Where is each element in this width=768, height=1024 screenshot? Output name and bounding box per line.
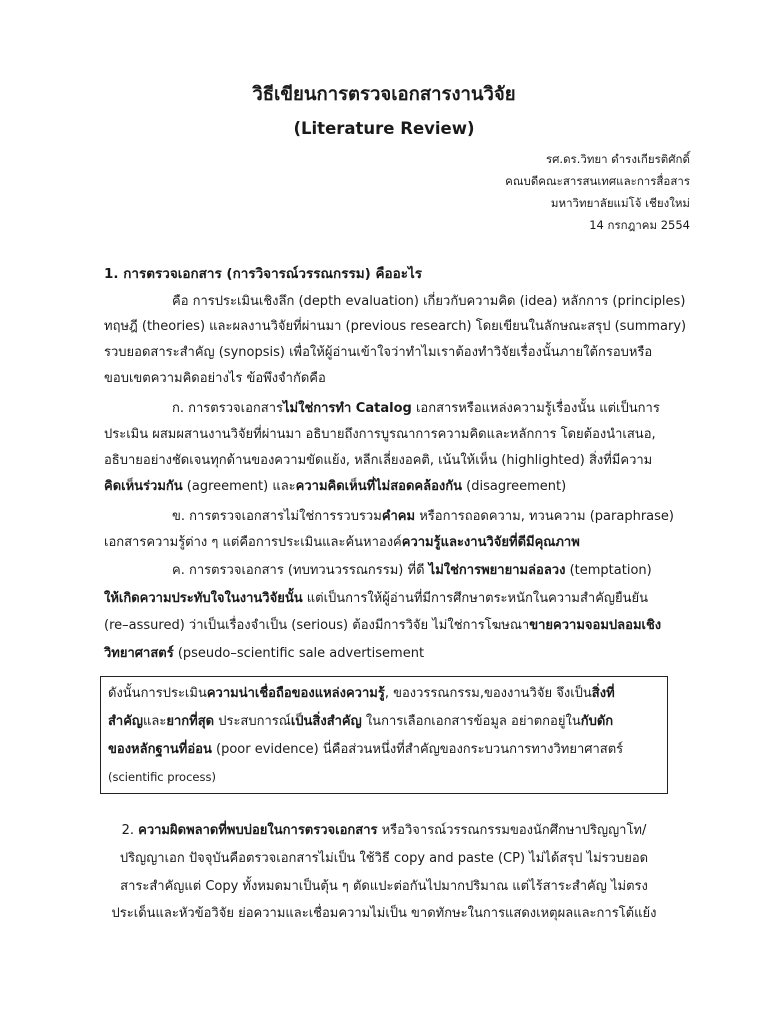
emphasis: ความรู้และงานวิจัยที่ดีมีคุณภาพ <box>401 535 580 550</box>
item-a-line: อธิบายอย่างชัดเจนทุกด้านของความขัดแย้ง, หลีกเลี่ยงอคติ, เน้นให้เห็น (highlighted) สิ่งที่มีความ <box>104 453 653 468</box>
section-2-line: สาระสำคัญแต่ Copy ทั้งหมดมาเป็นตุ้น ๆ ตัดแปะต่อกันไปมากปริมาณ แต่ไร้สาระสำคัญ ไม่ตรง <box>120 879 648 894</box>
emphasis: วิทยาศาสตร์ <box>104 646 174 661</box>
section-1-heading: 1. การตรวจเอกสาร (การวิจารณ์วรรณกรรม) คืออะไร <box>104 266 423 282</box>
item-b-line: ข. การตรวจเอกสารไม่ใช่การรวบรวมคำคม หรือการถอดความ, ทวนความ (paraphrase) <box>172 509 674 524</box>
emphasis: ขายความจอมปลอมเชิง <box>529 618 662 633</box>
item-c-line: (re–assured) ว่าเป็นเรื่องจำเป็น (serious) ต้องมีการวิจัย ไม่ใช่การโฆษณาขายความจอมปลอมเชิง <box>104 618 662 633</box>
item-b-line: เอกสารความรู้ต่าง ๆ แต่คือการประเมินและค้นหาองค์ความรู้และงานวิจัยที่ดีมีคุณภาพ <box>104 535 580 550</box>
author-position: คณบดีคณะสารสนเทศและการสื่อสาร <box>505 174 690 188</box>
callout-line: ของหลักฐานที่อ่อน (poor evidence) นี่คือส่วนหนึ่งที่สำคัญของกระบวนการทางวิทยาศาสตร์ <box>108 742 624 757</box>
document-subtitle: (Literature Review) <box>293 119 475 138</box>
document-title: วิธีเขียนการตรวจเอกสารงานวิจัย <box>252 84 516 105</box>
item-a-line: คิดเห็นร่วมกัน (agreement) และความคิดเห็นที่ไม่สอดคล้องกัน (disagreement) <box>104 479 567 494</box>
paragraph-line: รวบยอดสาระสำคัญ (synopsis) เพื่อให้ผู้อ่านเข้าใจว่าทำไมเราต้องทำวิจัยเรื่องนั้นภายใต้กรอบหรือ <box>104 345 653 360</box>
author-date: 14 กรกฎาคม 2554 <box>589 218 690 232</box>
emphasis: กับดัก <box>580 714 614 729</box>
paragraph-line: คือ การประเมินเชิงลึก (depth evaluation) เกี่ยวกับความคิด (idea) หลักการ (principles) <box>172 294 686 309</box>
section-2-line: ประเด็นและหัวข้อวิจัย ย่อความและเชื่อมความไม่เป็น ขาดทักษะในการแสดงเหตุผลและการโต้แย้ง <box>111 906 657 921</box>
emphasis: ความคิดเห็นที่ไม่สอดคล้องกัน <box>295 479 463 494</box>
item-c-line: ให้เกิดความประทับใจในงานวิจัยนั้น แต่เป็นการให้ผู้อ่านที่มีการศึกษาตระหนักในความสำคัญยืนยัน <box>104 591 648 606</box>
author-block <box>505 148 690 236</box>
callout-line: สำคัญและยากที่สุด ประสบการณ์เป็นสิ่งสำคัญ ในการเลือกเอกสารข้อมูล อย่าตกอยู่ในกับดัก <box>108 714 614 729</box>
paragraph-line: ขอบเขตความคิดอย่างไร ข้อพึงจำกัดคือ <box>104 371 326 386</box>
emphasis: ไม่ใช่การทำ Catalog <box>282 401 412 416</box>
item-c-line: วิทยาศาสตร์ (pseudo–scientific sale advertisement <box>104 646 425 661</box>
emphasis: ยากที่สุด <box>166 714 215 729</box>
section-2-line: 2. ความผิดพลาดที่พบบ่อยในการตรวจเอกสาร หรือวิจารณ์วรรณกรรมของนักศึกษาปริญญาโท/ <box>121 823 647 838</box>
author-name: รศ.ดร.วิทยา ดำรงเกียรติศักดิ์ <box>545 152 690 166</box>
author-university: มหาวิทยาลัยแม่โจ้ เชียงใหม่ <box>550 196 690 210</box>
item-a-line: ประเมิน ผสมผสานงานวิจัยที่ผ่านมา อธิบายถึงการบูรณาการความคิดและหลักการ โดยต้องนำเสนอ, <box>104 427 656 442</box>
emphasis: เป็นสิ่งสำคัญ <box>290 714 362 729</box>
item-a-line: ก. การตรวจเอกสารไม่ใช่การทำ Catalog เอกสารหรือแหล่งความรู้เรื่องนั้น แต่เป็นการ <box>172 401 660 416</box>
emphasis: คิดเห็นร่วมกัน <box>104 479 183 494</box>
emphasis: ไม่ใช่การพยายามล่อลวง <box>428 563 566 578</box>
paragraph-line: ทฤษฎี (theories) และผลงานวิจัยที่ผ่านมา (previous research) โดยเขียนในลักษณะสรุป (summary) <box>104 319 687 334</box>
emphasis: ของหลักฐานที่อ่อน <box>108 742 212 757</box>
section-2-heading: ความผิดพลาดที่พบบ่อยในการตรวจเอกสาร <box>138 823 378 838</box>
section-2-line: ปริญญาเอก ปัจจุบันคือตรวจเอกสารไม่เป็น ใช้วิธี copy and paste (CP) ไม่ได้สรุป ไม่รวบยอด <box>119 851 649 866</box>
emphasis: ให้เกิดความประทับใจในงานวิจัยนั้น <box>104 591 303 606</box>
emphasis: คำคม <box>381 509 416 524</box>
callout-line: (scientific process) <box>108 770 216 784</box>
emphasis: สำคัญ <box>108 714 144 729</box>
callout-line: ดังนั้นการประเมินความน่าเชื่อถือของแหล่งความรู้, ของวรรณกรรม,ของงานวิจัย จึงเป็นสิ่งที่ <box>108 686 615 701</box>
item-c-line: ค. การตรวจเอกสาร (ทบทวนวรรณกรรม) ที่ดี ไม่ใช่การพยายามล่อลวง (temptation) <box>172 563 652 578</box>
emphasis: สิ่งที่ <box>591 686 615 701</box>
emphasis: ความน่าเชื่อถือของแหล่งความรู้ <box>206 686 385 701</box>
